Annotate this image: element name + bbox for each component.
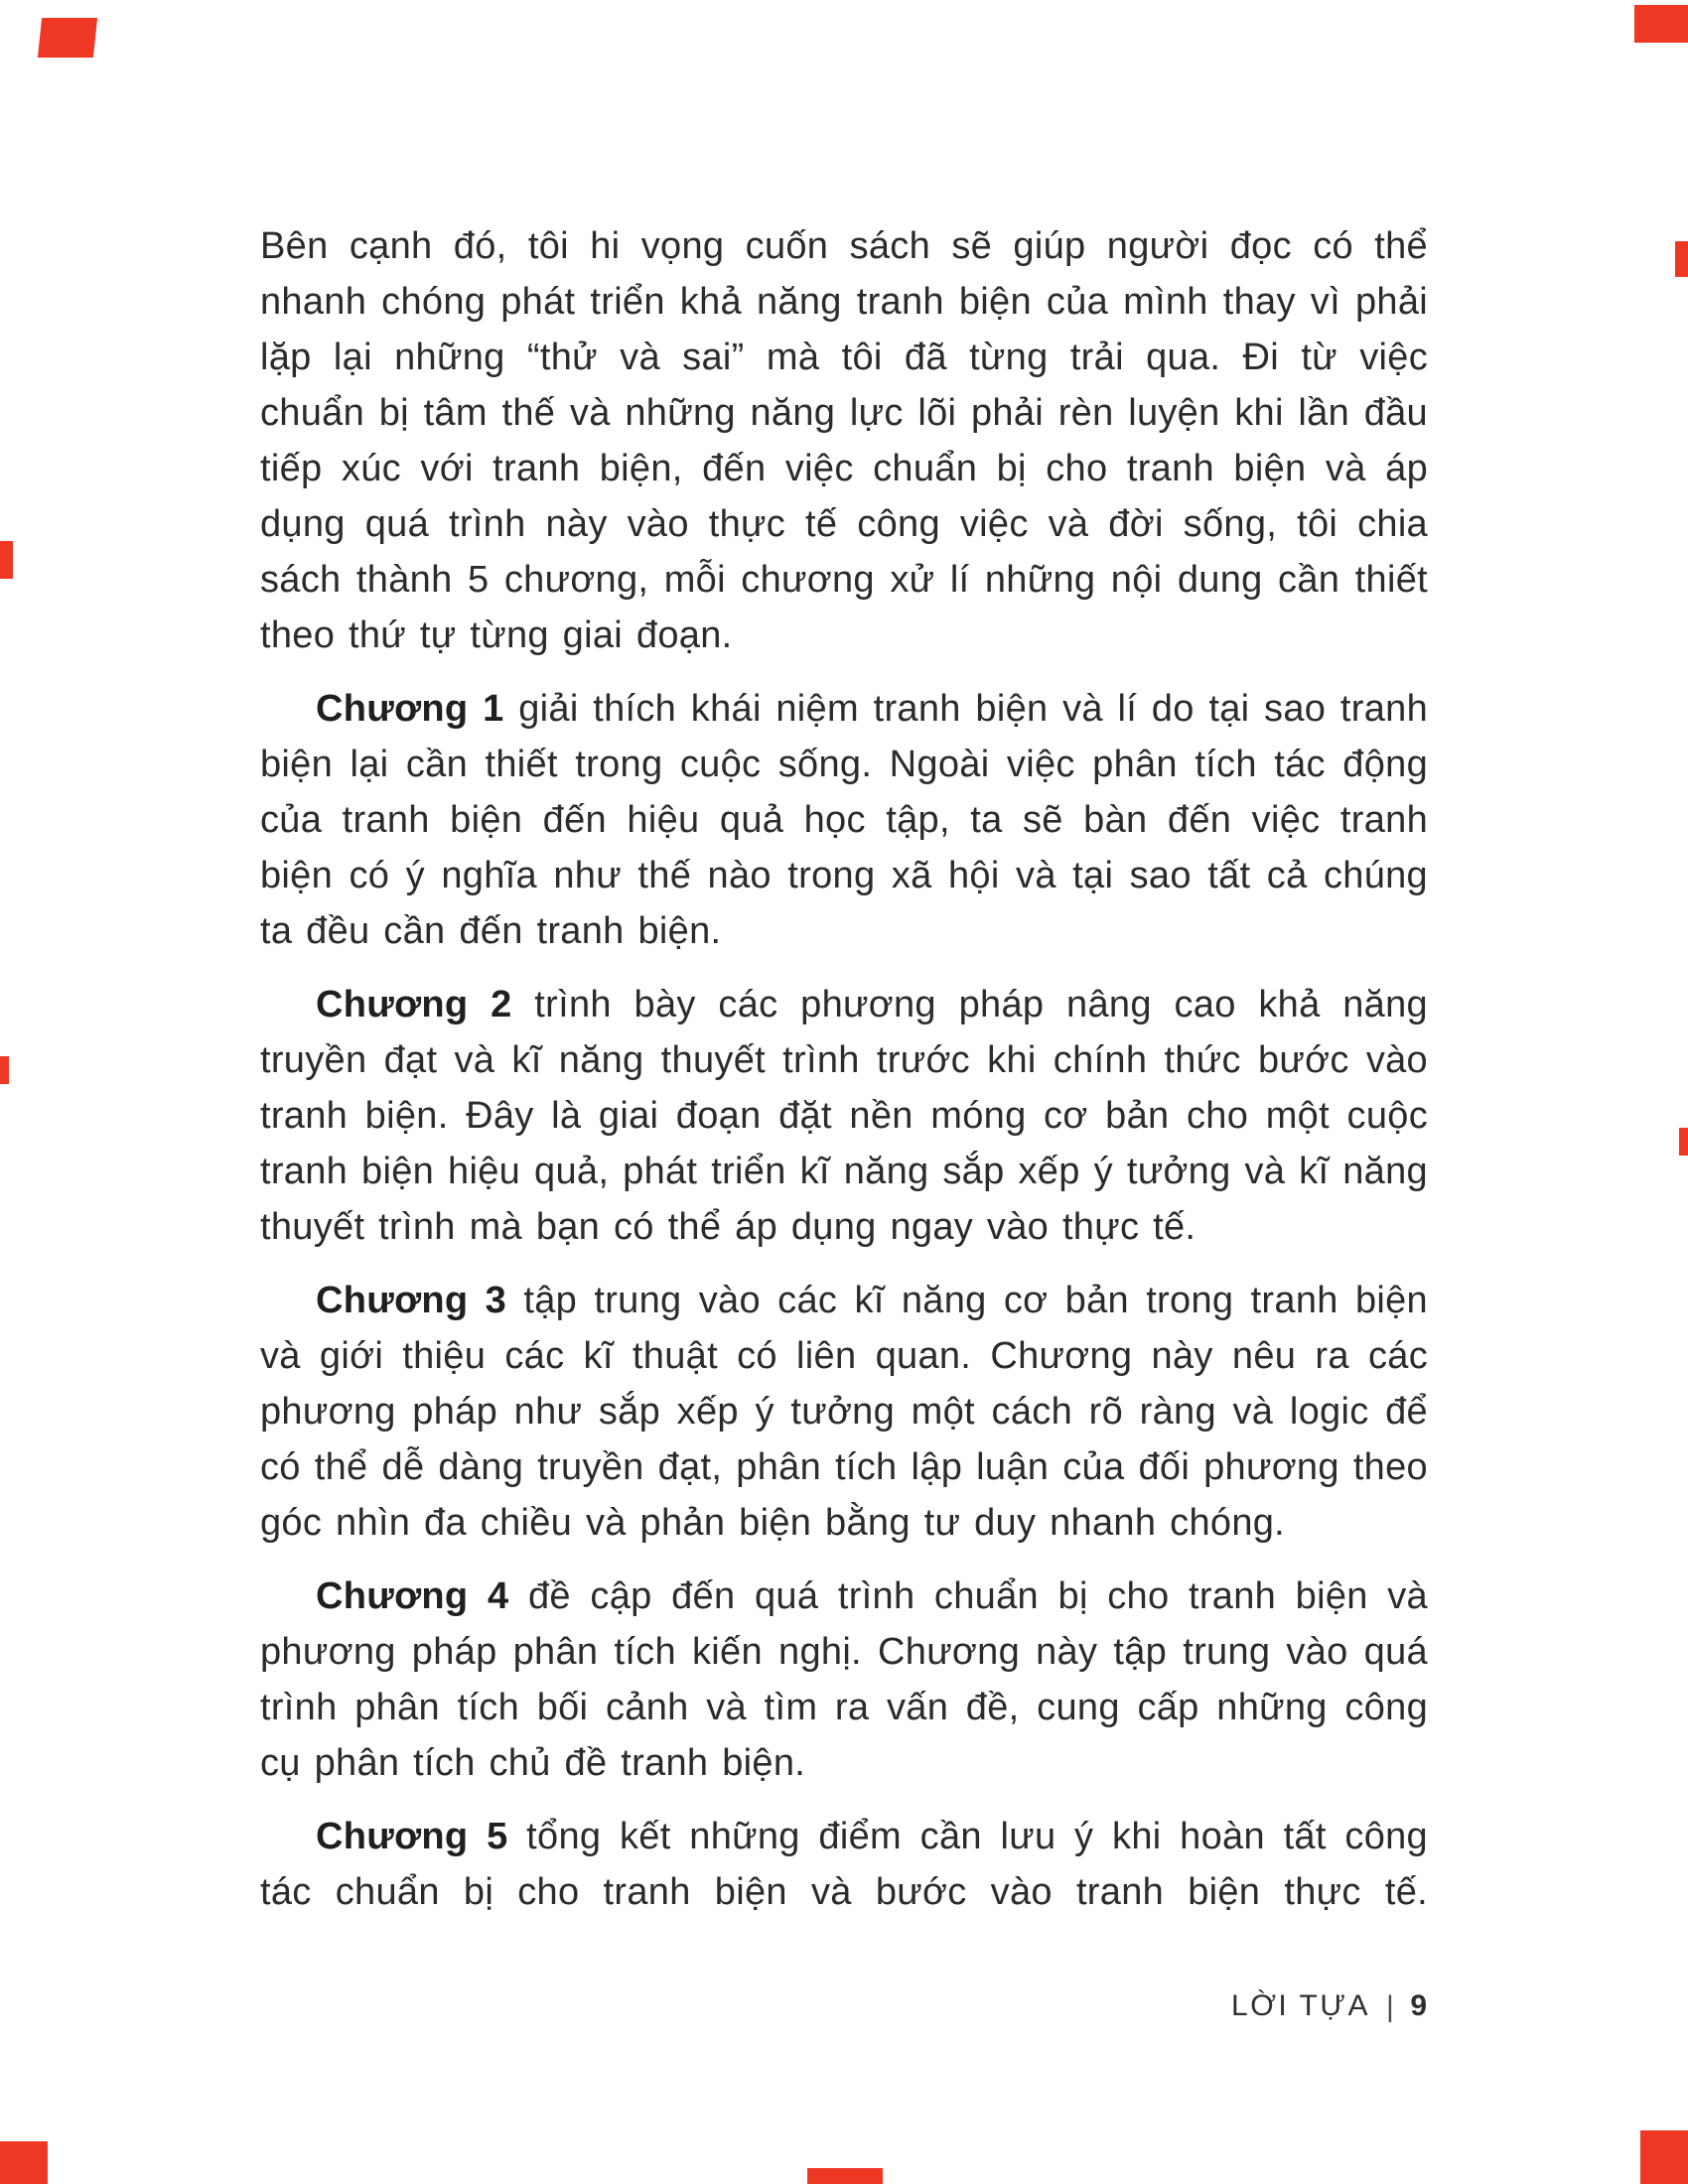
chapter-label: Chương 5 [316,1816,508,1857]
paragraph-chapter-2: Chương 2 trình bày các phương pháp nâng cao khả năng truyền đạt và kĩ năng thuyết trình trước khi chính thức bước vào tranh biện. Đây là giai đoạn đặt nền móng cơ bản cho một cuộc tranh biện hiệu quả, phát triển kĩ năng sắp xếp ý tưởng và kĩ năng thuyết trình mà bạn có thể áp dụng ngay vào thực tế. [260,984,1428,1248]
footer-separator: | [1386,1990,1397,2023]
paragraph-chapter-1: Chương 1 giải thích khái niệm tranh biện và lí do tại sao tranh biện lại cần thiết trong cuộc sống. Ngoài việc phân tích tác động của tranh biện đến hiệu quả học tập, ta sẽ bàn đến việc tranh biện có ý nghĩa như thế nào trong xã hội và tại sao tất cả chúng ta đều cần đến tranh biện. [260,688,1428,952]
edge-mark-left-upper [0,541,13,579]
paragraph-chapter-4: Chương 4 đề cập đến quá trình chuẩn bị cho tranh biện và phương pháp phân tích kiến nghị. Chương này tập trung vào quá trình phân tích bối cảnh và tìm ra vấn đề, cung cấp những công cụ phân tích chủ đề tranh biện. [260,1575,1428,1784]
paragraph-chapter-5: Chương 5 tổng kết những điểm cần lưu ý khi hoàn tất công tác chuẩn bị cho tranh biện và bước vào tranh biện thực tế. [260,1816,1428,1913]
edge-mark-left-mid [0,1056,9,1084]
footer-section-title: LỜI TỰA [1231,1989,1371,2022]
edge-mark-bottom-right [1640,2130,1688,2184]
edge-mark-bottom-left [0,2141,48,2184]
edge-mark-bottom-center [807,2168,883,2184]
edge-mark-right-mid [1679,1128,1688,1156]
chapter-label: Chương 4 [316,1575,509,1617]
edge-mark-top-right [1634,5,1688,43]
page-body-text [260,218,1428,1938]
chapter-label: Chương 1 [316,688,504,730]
paragraph-intro: Bên cạnh đó, tôi hi vọng cuốn sách sẽ giúp người đọc có thể nhanh chóng phát triển khả năng tranh biện của mình thay vì phải lặp lại những “thử và sai” mà tôi đã từng trải qua. Đi từ việc chuẩn bị tâm thế và những năng lực lõi phải rèn luyện khi lần đầu tiếp xúc với tranh biện, đến việc chuẩn bị cho tranh biện và áp dụng quá trình này vào thực tế công việc và đời sống, tôi chia sách thành 5 chương, mỗi chương xử lí những nội dung cần thiết theo thứ tự từng giai đoạn. [260,225,1428,656]
chapter-label: Chương 3 [316,1280,507,1321]
edge-mark-right-upper [1675,241,1688,277]
page-footer [260,1989,1428,2023]
page-number: 9 [1410,1989,1428,2022]
paragraph-chapter-3: Chương 3 tập trung vào các kĩ năng cơ bản trong tranh biện và giới thiệu các kĩ thuật có liên quan. Chương này nêu ra các phương pháp như sắp xếp ý tưởng một cách rõ ràng và logic để có thể dễ dàng truyền đạt, phân tích lập luận của đối phương theo góc nhìn đa chiều và phản biện bằng tư duy nhanh chóng. [260,1280,1428,1544]
edge-mark-top-left [38,18,97,58]
chapter-label: Chương 2 [316,984,512,1025]
